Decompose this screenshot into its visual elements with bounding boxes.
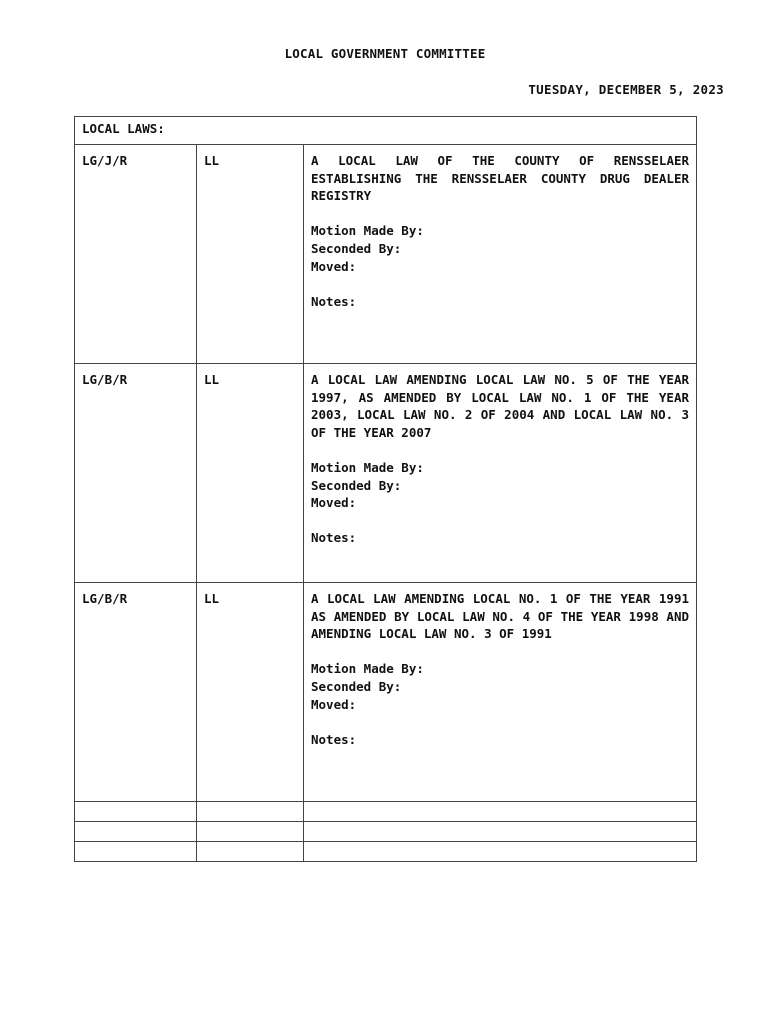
item-description: A LOCAL LAW AMENDING LOCAL NO. 1 OF THE YEAR 1991 AS AMENDED BY LOCAL LAW NO. 4 OF THE YEAR 1998 AND AMENDING LOCAL LAW NO. 3 OF 1991 (311, 591, 690, 642)
motion-made-by-label: Motion Made By: (311, 661, 424, 677)
seconded-by-label: Seconded By: (311, 240, 402, 256)
empty-cell (197, 842, 304, 862)
empty-cell (75, 822, 197, 842)
item-description-cell (304, 583, 697, 802)
empty-cell (304, 842, 697, 862)
empty-cell (197, 802, 304, 822)
agenda-table (74, 116, 697, 862)
table-row (75, 145, 697, 364)
motion-made-by-label: Motion Made By: (311, 459, 424, 475)
notes-label: Notes: (311, 530, 357, 546)
seconded-by-label: Seconded By: (311, 477, 402, 493)
empty-cell (75, 802, 197, 822)
empty-table-row (75, 822, 697, 842)
motion-block (311, 459, 689, 512)
empty-cell (304, 822, 697, 842)
document-title: LOCAL GOVERNMENT COMMITTEE (284, 46, 486, 61)
item-description-cell (304, 145, 697, 364)
item-code: LG/J/R (75, 145, 197, 364)
empty-table-row (75, 802, 697, 822)
moved-label: Moved: (311, 258, 357, 274)
empty-cell (75, 842, 197, 862)
motion-block (311, 660, 689, 713)
section-header-row (75, 117, 697, 145)
empty-cell (304, 802, 697, 822)
item-type: LL (197, 364, 304, 583)
motion-made-by-label: Motion Made By: (311, 223, 424, 239)
empty-cell (197, 822, 304, 842)
table-row (75, 583, 697, 802)
moved-label: Moved: (311, 696, 357, 712)
notes-label: Notes: (311, 293, 357, 309)
item-type: LL (197, 583, 304, 802)
section-label: LOCAL LAWS: (75, 117, 697, 145)
item-type: LL (197, 145, 304, 364)
notes-label: Notes: (311, 731, 357, 747)
item-code: LG/B/R (75, 583, 197, 802)
item-description: A LOCAL LAW OF THE COUNTY OF RENSSELAER ESTABLISHING THE RENSSELAER COUNTY DRUG DEALER REGISTRY (311, 153, 690, 204)
seconded-by-label: Seconded By: (311, 678, 402, 694)
moved-label: Moved: (311, 495, 357, 511)
item-code: LG/B/R (75, 364, 197, 583)
meeting-date: TUESDAY, DECEMBER 5, 2023 (528, 82, 724, 97)
item-description: A LOCAL LAW AMENDING LOCAL LAW NO. 5 OF THE YEAR 1997, AS AMENDED BY LOCAL LAW NO. 1 OF THE YEAR 2003, LOCAL LAW NO. 2 OF 2004 AND LOCAL LAW NO. 3 OF THE YEAR 2007 (311, 372, 690, 440)
table-row (75, 364, 697, 583)
empty-table-row (75, 842, 697, 862)
motion-block (311, 222, 689, 275)
item-description-cell (304, 364, 697, 583)
